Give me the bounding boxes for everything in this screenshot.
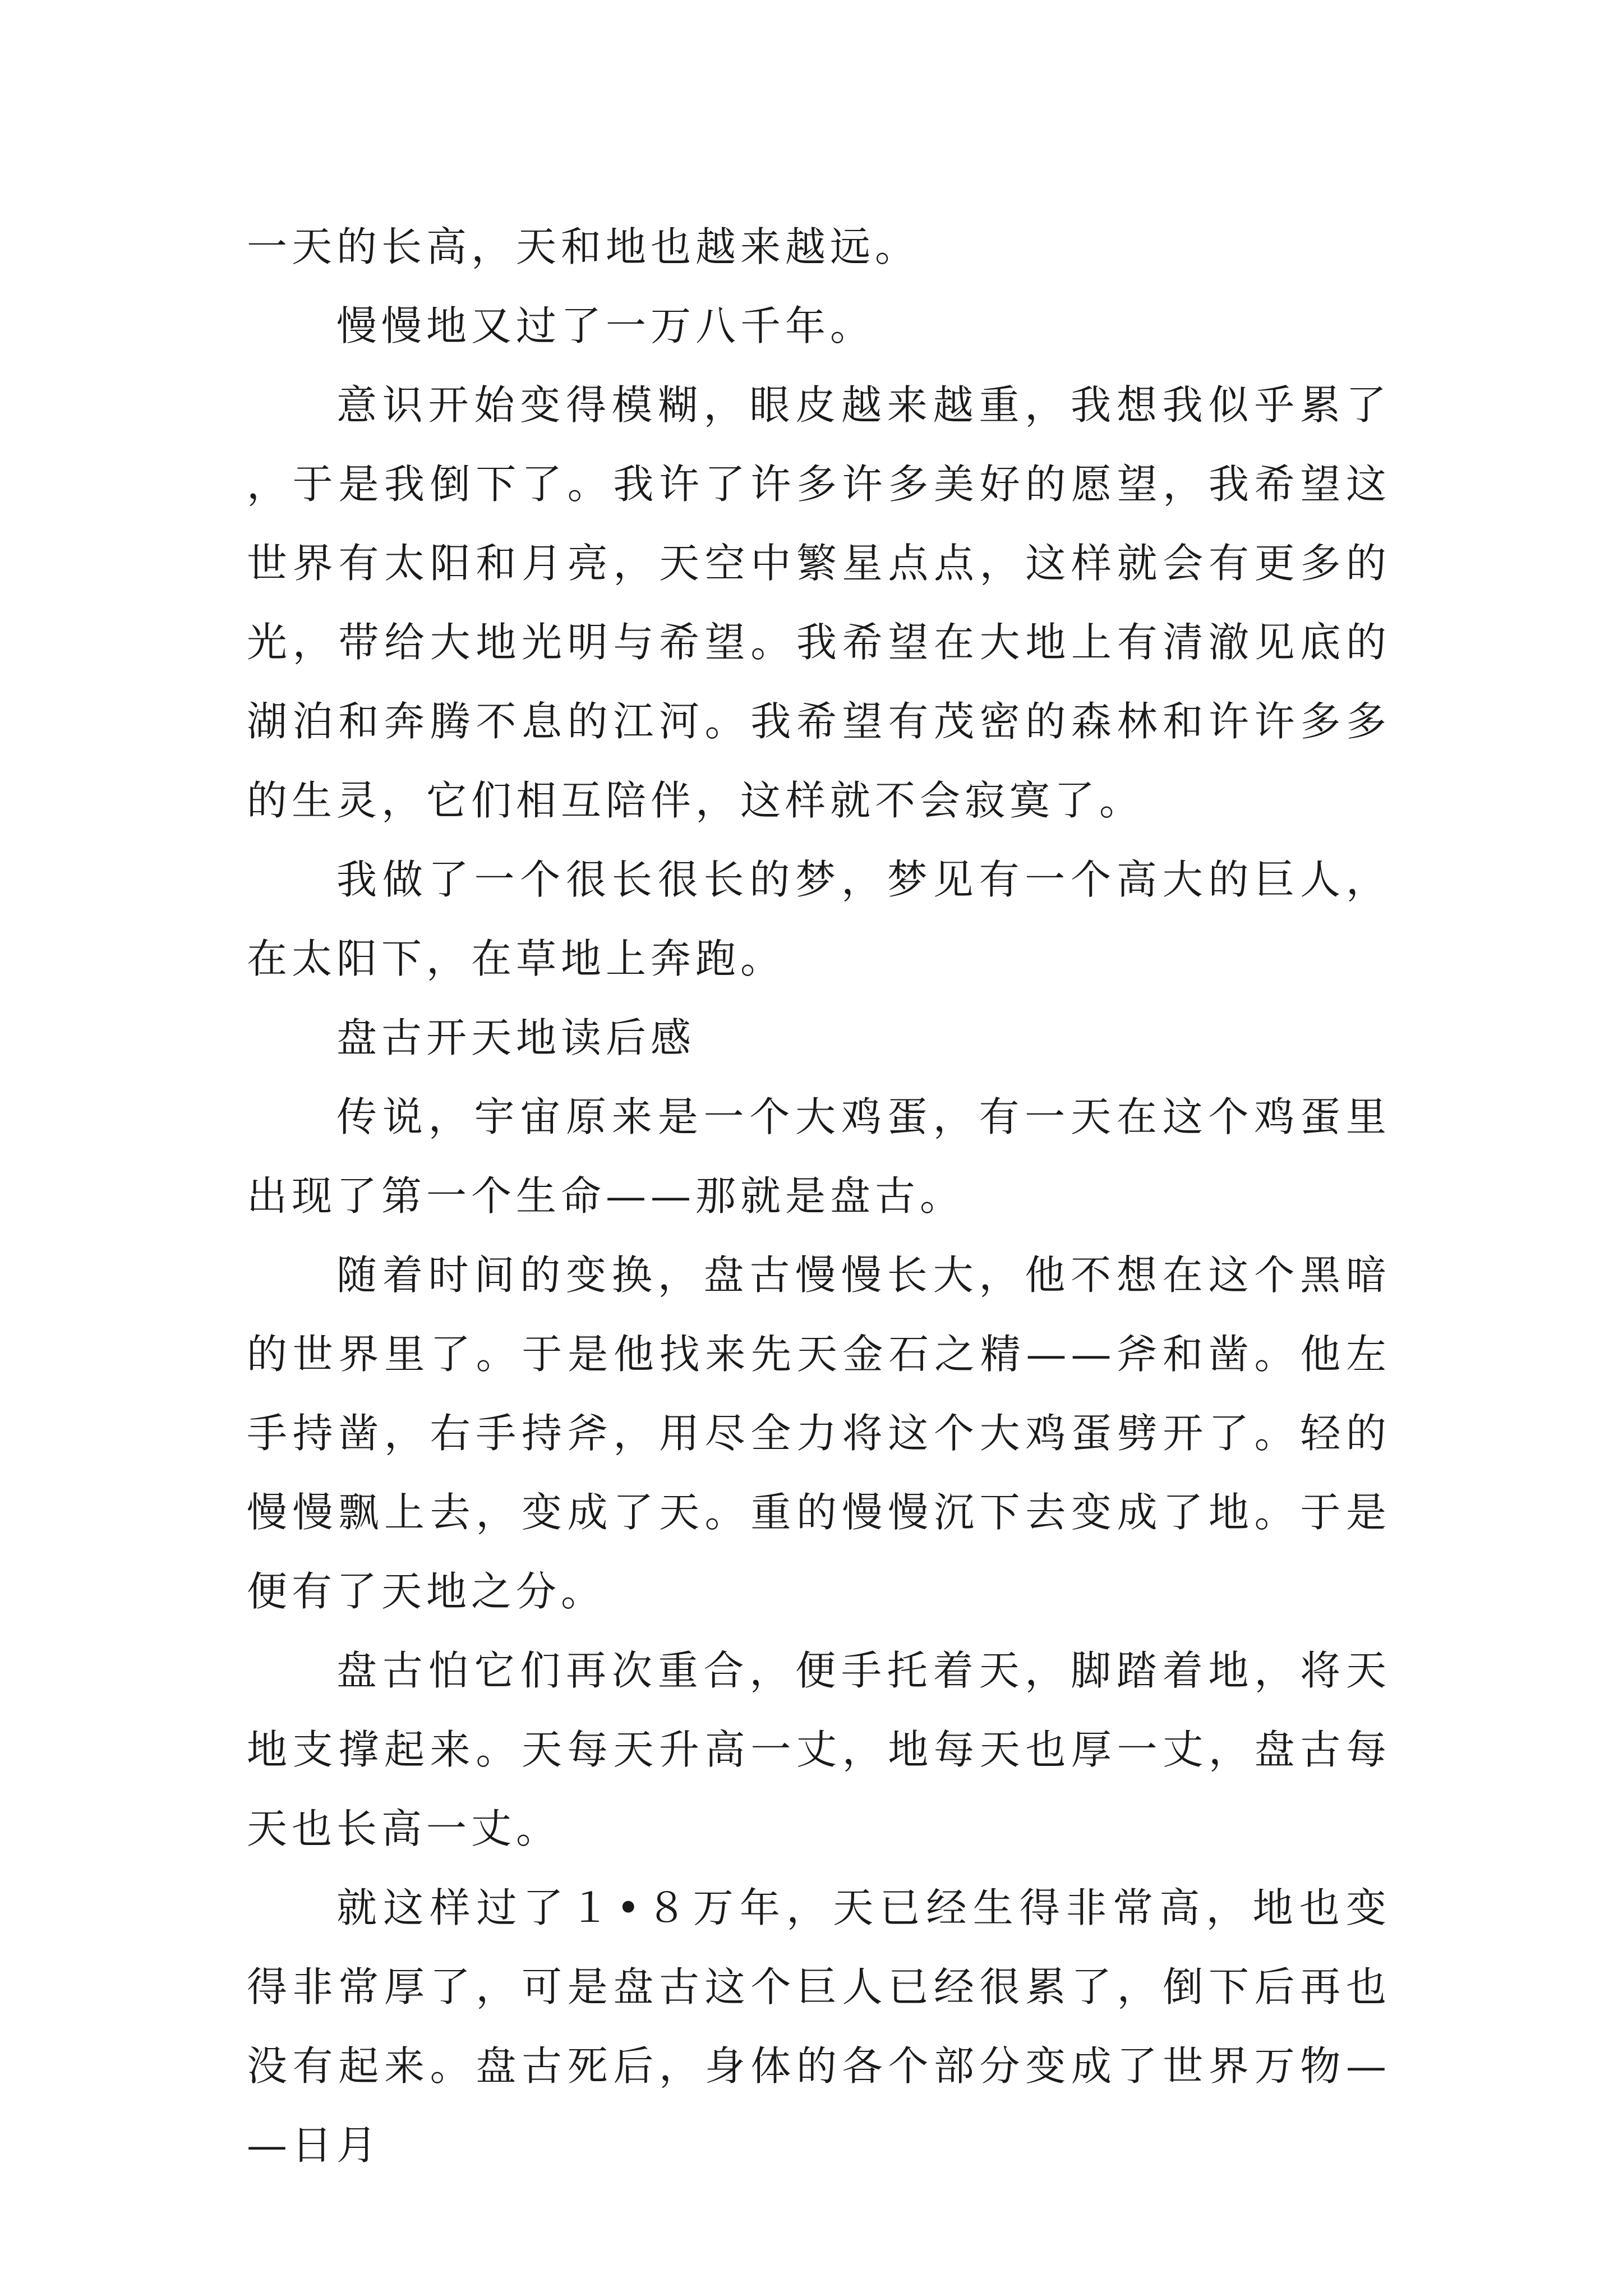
paragraph-8: 盘古怕它们再次重合，便手托着天，脚踏着地，将天地支撑起来。天每天升高一丈，地每天也厚一丈，盘古每天也长高一丈。 <box>247 1647 1391 1852</box>
paragraph-3: 意识开始变得模糊，眼皮越来越重，我想我似乎累了，于是我倒下了。我许了许多许多美好的愿望，我希望这世界有太阳和月亮，天空中繁星点点，这样就会有更多的光，带给大地光明与希望。我希望在大地上有清澈见底的湖泊和奔腾不息的江河。我希望有茂密的森林和许许多多的生灵，它们相互陪伴，这样就不会寂寞了。 <box>247 381 1391 824</box>
body-text <box>247 208 1391 2185</box>
paragraph-4: 我做了一个很长很长的梦，梦见有一个高大的巨人，在太阳下，在草地上奔跑。 <box>247 856 1391 982</box>
paragraph-2: 慢慢地又过了一万八千年。 <box>336 302 875 349</box>
paragraph-6: 传说，宇宙原来是一个大鸡蛋，有一天在这个鸡蛋里出现了第一个生命——那就是盘古。 <box>247 1093 1391 1220</box>
paragraph-1: 一天的长高，天和地也越来越远。 <box>247 223 920 270</box>
paragraph-9: 就这样过了１•８万年，天已经生得非常高，地也变得非常厚了，可是盘古这个巨人已经很累了，倒下后再也没有起来。盘古死后，身体的各个部分变成了世界万物——日月 <box>247 1884 1391 2169</box>
paragraph-7: 随着时间的变换，盘古慢慢长大，他不想在这个黑暗的世界里了。于是他找来先天金石之精——斧和凿。他左手持凿，右手持斧，用尽全力将这个大鸡蛋劈开了。轻的慢慢飘上去，变成了天。重的慢慢沉下去变成了地。于是便有了天地之分。 <box>247 1251 1391 1615</box>
section-title: 盘古开天地读后感 <box>336 1014 696 1061</box>
